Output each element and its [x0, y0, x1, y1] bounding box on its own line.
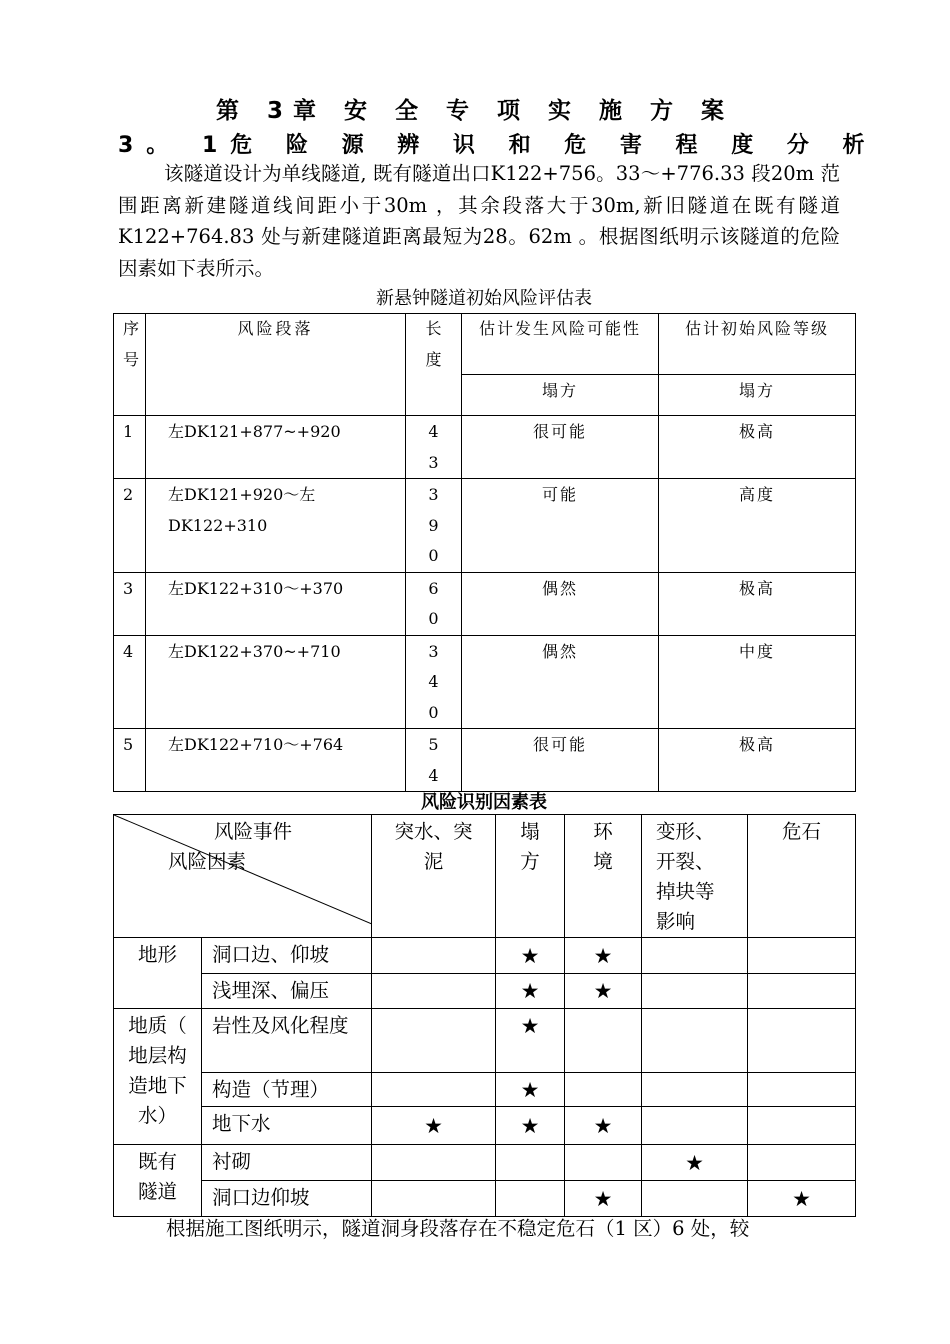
row-index: 2 [114, 479, 146, 573]
mark-cell: ★ [565, 974, 642, 1009]
factor-cell: 构造（节理） [202, 1073, 372, 1107]
row-length: 390 [406, 479, 462, 573]
mark-cell: ★ [372, 1107, 496, 1145]
factor-cell: 浅埋深、偏压 [202, 974, 372, 1009]
table-row [114, 1181, 856, 1217]
mark-cell [496, 1145, 565, 1181]
header-risk-factor: 风险因素 [168, 850, 247, 873]
mark-cell [642, 1181, 748, 1217]
mark-cell: ★ [496, 938, 565, 974]
row-length: 340 [406, 635, 462, 729]
mark-cell: ★ [565, 938, 642, 974]
row-length: 54 [406, 729, 462, 792]
table-row [114, 729, 856, 792]
row-segment: 左DK122+310～+370 [146, 572, 406, 635]
risk-factor-table-caption: 风险识别因素表 [421, 792, 547, 813]
mark-cell: ★ [642, 1145, 748, 1181]
mark-cell [372, 1145, 496, 1181]
row-index: 1 [114, 416, 146, 479]
mark-cell [642, 1073, 748, 1107]
row-index: 4 [114, 635, 146, 729]
row-level: 高度 [659, 479, 856, 573]
group-terrain: 地形 [114, 938, 202, 1009]
risk-factor-table [113, 814, 856, 1217]
header-level: 估计初始风险等级 [659, 314, 856, 375]
mark-cell [372, 938, 496, 974]
mark-cell [748, 1107, 856, 1145]
risk-assessment-table-caption: 新悬钟隧道初始风险评估表 [376, 288, 592, 309]
row-segment: 左DK121+920～左DK122+310 [146, 479, 406, 573]
mark-cell [372, 1181, 496, 1217]
mark-cell [642, 938, 748, 974]
header-length: 长度 [406, 314, 462, 416]
header-possibility: 估计发生风险可能性 [462, 314, 659, 375]
group-existing-tunnel: 既有隧道 [114, 1145, 202, 1217]
row-possibility: 偶然 [462, 572, 659, 635]
mark-cell [748, 1073, 856, 1107]
row-level: 极高 [659, 572, 856, 635]
mark-cell [748, 1145, 856, 1181]
col-header-collapse: 塌方 [496, 815, 565, 938]
header-sub-possibility: 塌方 [462, 375, 659, 416]
factor-cell: 地下水 [202, 1107, 372, 1145]
mark-cell: ★ [496, 1009, 565, 1073]
mark-cell [748, 974, 856, 1009]
mark-cell [565, 1145, 642, 1181]
mark-cell [642, 1107, 748, 1145]
row-possibility: 可能 [462, 479, 659, 573]
closing-paragraph: 根据施工图纸明示，隧道洞身段落存在不稳定危石（1 区）6 处，较 [166, 1217, 750, 1240]
table-row [114, 1009, 856, 1073]
row-length: 60 [406, 572, 462, 635]
row-segment: 左DK121+877~+920 [146, 416, 406, 479]
factor-cell: 洞口边仰坡 [202, 1181, 372, 1217]
header-risk-event: 风险事件 [214, 820, 293, 843]
row-segment: 左DK122+370~+710 [146, 635, 406, 729]
table-row [114, 1107, 856, 1145]
row-level: 极高 [659, 416, 856, 479]
mark-cell [496, 1181, 565, 1217]
table-row [114, 974, 856, 1009]
row-index: 3 [114, 572, 146, 635]
mark-cell: ★ [496, 1073, 565, 1107]
factor-cell: 衬砌 [202, 1145, 372, 1181]
diagonal-header-cell [114, 815, 372, 938]
factor-cell: 洞口边、仰坡 [202, 938, 372, 974]
group-geology: 地质（ 地层构造地下水） [114, 1009, 202, 1145]
mark-cell [565, 1009, 642, 1073]
mark-cell: ★ [496, 974, 565, 1009]
mark-cell [748, 1009, 856, 1073]
col-header-deformation: 变形、开裂、掉块等影响 [642, 815, 748, 938]
mark-cell: ★ [565, 1107, 642, 1145]
row-possibility: 偶然 [462, 635, 659, 729]
table-row [114, 479, 856, 573]
row-possibility: 很可能 [462, 729, 659, 792]
header-segment: 风险段落 [146, 314, 406, 416]
intro-paragraph: 该隧道设计为单线隧道, 既有隧道出口K122+756。33～+776.33 段20m 范围距离新建隧道线间距小于30m ，其余段落大于30m,新旧隧道在既有隧道K122+764.83 处与新建隧道距离最短为28。62m 。根据图纸明示该隧道的危险因素如下表所示。 [118, 162, 840, 280]
table-row [114, 572, 856, 635]
table-row [114, 1145, 856, 1181]
chapter-title: 第 3章 安 全 专 项 实 施 方 案 [215, 98, 735, 124]
row-possibility: 很可能 [462, 416, 659, 479]
col-header-dangerous-rock: 危石 [748, 815, 856, 938]
table-row [114, 938, 856, 974]
header-sub-level: 塌方 [659, 375, 856, 416]
risk-assessment-table [113, 313, 856, 792]
header-index: 序号 [114, 314, 146, 416]
row-index: 5 [114, 729, 146, 792]
mark-cell [748, 938, 856, 974]
mark-cell [642, 974, 748, 1009]
row-level: 极高 [659, 729, 856, 792]
factor-cell: 岩性及风化程度 [202, 1009, 372, 1073]
table-row [114, 1073, 856, 1107]
mark-cell [642, 1009, 748, 1073]
col-header-water-mud: 突水、突泥 [372, 815, 496, 938]
mark-cell: ★ [565, 1181, 642, 1217]
mark-cell [372, 974, 496, 1009]
row-length: 43 [406, 416, 462, 479]
section-title: 3。 1危 险 源 辨 识 和 危 害 程 度 分 析 [118, 133, 878, 158]
row-level: 中度 [659, 635, 856, 729]
col-header-environment: 环境 [565, 815, 642, 938]
table-row [114, 635, 856, 729]
mark-cell: ★ [748, 1181, 856, 1217]
table-row [114, 416, 856, 479]
mark-cell [372, 1073, 496, 1107]
mark-cell: ★ [496, 1107, 565, 1145]
row-segment: 左DK122+710～+764 [146, 729, 406, 792]
mark-cell [372, 1009, 496, 1073]
mark-cell [565, 1073, 642, 1107]
